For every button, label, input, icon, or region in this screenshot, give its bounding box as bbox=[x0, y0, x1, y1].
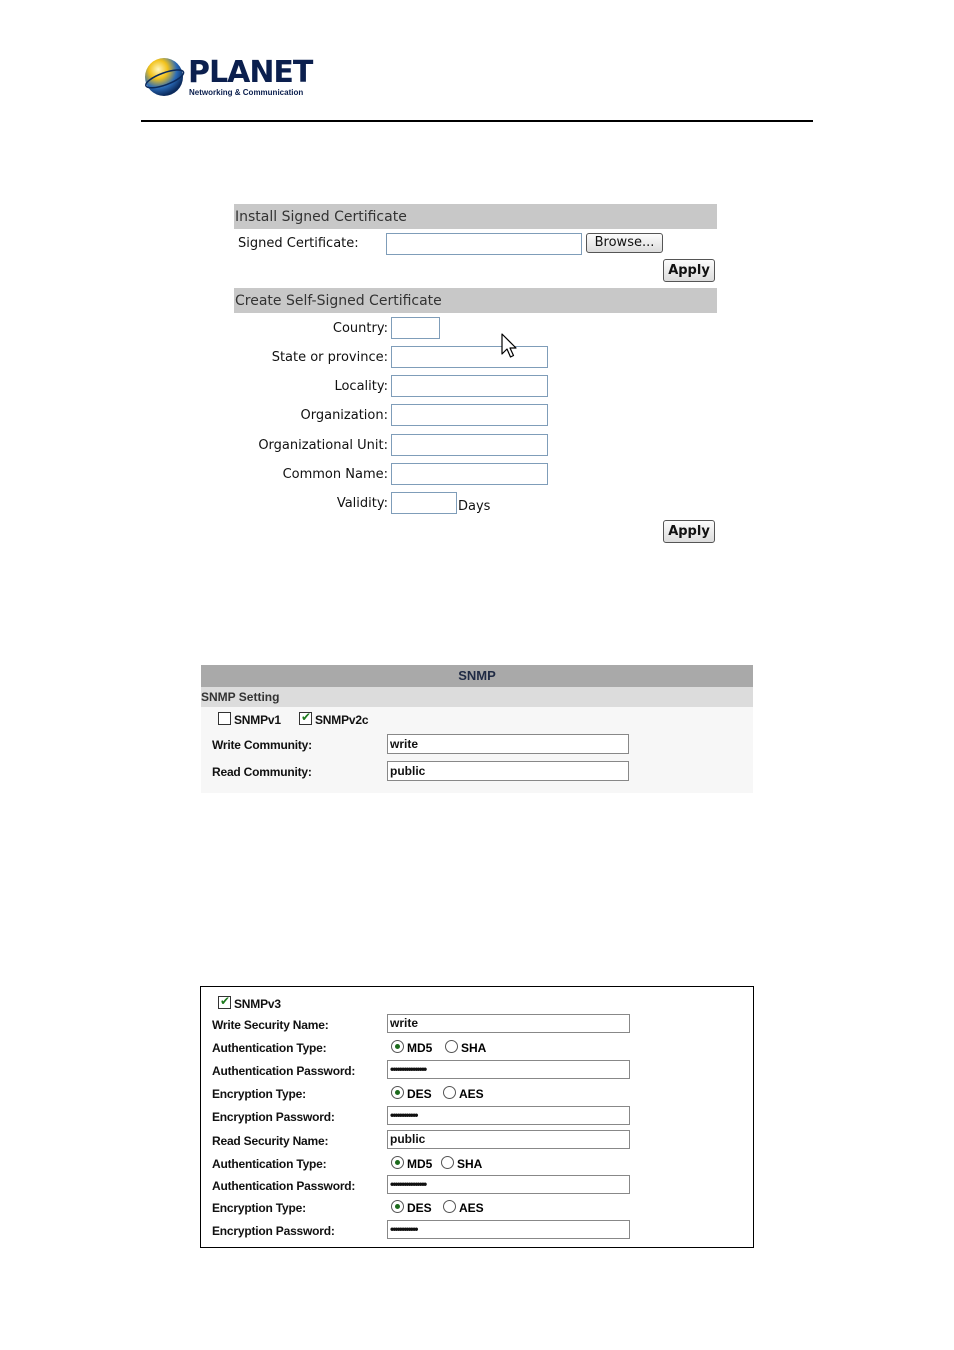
snmpv3-panel bbox=[200, 986, 754, 1248]
locality-input[interactable] bbox=[391, 375, 548, 397]
snmpv2c-checkbox[interactable] bbox=[299, 712, 312, 725]
create-apply-button[interactable]: Apply bbox=[663, 520, 715, 543]
signed-cert-label: Signed Certificate: bbox=[238, 236, 359, 251]
read-enc-des-radio[interactable] bbox=[391, 1200, 404, 1213]
write-community-label: Write Community: bbox=[212, 738, 312, 752]
snmpv2c-label: SNMPv2c bbox=[315, 713, 369, 727]
country-label: Country: bbox=[332, 321, 388, 336]
install-cert-header: Install Signed Certificate bbox=[234, 204, 717, 229]
brand-name: PLANET bbox=[188, 55, 313, 90]
write-enc-type-label: Encryption Type: bbox=[212, 1087, 306, 1101]
read-auth-type-label: Authentication Type: bbox=[212, 1157, 327, 1171]
write-security-name-input[interactable]: write bbox=[387, 1014, 630, 1033]
locality-label: Locality: bbox=[334, 379, 388, 394]
snmp-body bbox=[201, 707, 753, 793]
snmpv3-label: SNMPv3 bbox=[234, 997, 281, 1011]
write-auth-password-input[interactable]: •••••••••••••••• bbox=[387, 1060, 630, 1079]
read-enc-password-label: Encryption Password: bbox=[212, 1224, 335, 1238]
create-cert-header: Create Self-Signed Certificate bbox=[234, 288, 717, 313]
read-security-name-label: Read Security Name: bbox=[212, 1134, 329, 1148]
snmpv1-label: SNMPv1 bbox=[234, 713, 281, 727]
common-name-input[interactable] bbox=[391, 463, 548, 485]
organization-input[interactable] bbox=[391, 404, 548, 426]
read-auth-password-label: Authentication Password: bbox=[212, 1179, 356, 1193]
read-enc-password-input[interactable]: •••••••••••• bbox=[387, 1220, 630, 1239]
browse-button[interactable]: Browse... bbox=[586, 233, 663, 253]
planet-logo bbox=[143, 55, 313, 100]
install-apply-button[interactable]: Apply bbox=[663, 259, 715, 282]
write-auth-password-label: Authentication Password: bbox=[212, 1064, 356, 1078]
snmpv3-checkbox[interactable] bbox=[218, 996, 231, 1009]
write-auth-md5-label: MD5 bbox=[407, 1041, 433, 1055]
write-enc-password-input[interactable]: •••••••••••• bbox=[387, 1106, 630, 1125]
brand-tagline: Networking & Communication bbox=[189, 88, 304, 97]
read-auth-password-input[interactable]: •••••••••••••••• bbox=[387, 1175, 630, 1194]
read-enc-des-label: DES bbox=[407, 1201, 432, 1215]
org-unit-input[interactable] bbox=[391, 434, 548, 456]
write-community-input[interactable]: write bbox=[387, 734, 629, 754]
write-auth-sha-radio[interactable] bbox=[445, 1040, 458, 1053]
country-input[interactable] bbox=[391, 317, 440, 339]
snmp-setting-header: SNMP Setting bbox=[201, 687, 753, 707]
read-community-input[interactable]: public bbox=[387, 761, 629, 781]
header-rule bbox=[141, 120, 813, 122]
mouse-pointer-icon bbox=[500, 332, 518, 360]
write-security-name-label: Write Security Name: bbox=[212, 1018, 329, 1032]
read-auth-md5-label: MD5 bbox=[407, 1157, 433, 1171]
validity-input[interactable] bbox=[391, 492, 457, 514]
read-community-label: Read Community: bbox=[212, 765, 312, 779]
snmpv1-checkbox[interactable] bbox=[218, 712, 231, 725]
snmp-title: SNMP bbox=[201, 665, 753, 687]
state-label: State or province: bbox=[271, 350, 388, 365]
read-auth-sha-radio[interactable] bbox=[441, 1156, 454, 1169]
read-enc-aes-radio[interactable] bbox=[443, 1200, 456, 1213]
write-enc-des-label: DES bbox=[407, 1087, 432, 1101]
write-enc-password-label: Encryption Password: bbox=[212, 1110, 335, 1124]
write-auth-md5-radio[interactable] bbox=[391, 1040, 404, 1053]
common-name-label: Common Name: bbox=[282, 467, 388, 482]
days-label: Days bbox=[458, 499, 491, 514]
certificate-panel bbox=[234, 204, 717, 549]
write-enc-aes-radio[interactable] bbox=[443, 1086, 456, 1099]
write-enc-aes-label: AES bbox=[459, 1087, 484, 1101]
read-auth-sha-label: SHA bbox=[457, 1157, 483, 1171]
write-enc-des-radio[interactable] bbox=[391, 1086, 404, 1099]
snmp-panel bbox=[201, 665, 753, 793]
read-enc-type-label: Encryption Type: bbox=[212, 1201, 306, 1215]
org-unit-label: Organizational Unit: bbox=[258, 438, 388, 453]
signed-cert-input[interactable] bbox=[386, 233, 582, 255]
globe-icon bbox=[143, 56, 185, 98]
read-enc-aes-label: AES bbox=[459, 1201, 484, 1215]
read-auth-md5-radio[interactable] bbox=[391, 1156, 404, 1169]
read-security-name-input[interactable]: public bbox=[387, 1130, 630, 1149]
state-input[interactable] bbox=[391, 346, 548, 368]
validity-label: Validity: bbox=[336, 496, 388, 511]
organization-label: Organization: bbox=[300, 408, 388, 423]
write-auth-sha-label: SHA bbox=[461, 1041, 487, 1055]
write-auth-type-label: Authentication Type: bbox=[212, 1041, 327, 1055]
